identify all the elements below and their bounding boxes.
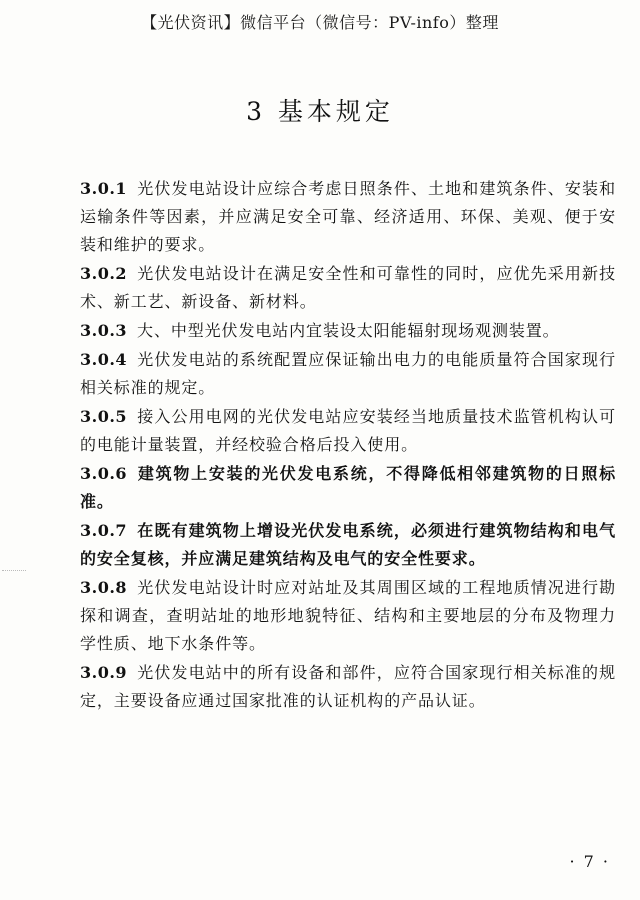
clause-text: 光伏发电站设计应综合考虑日照条件、土地和建筑条件、安装和运输条件等因素，并应满足安全可靠、经济适用、环保、美观、便于安装和维护的要求。 bbox=[80, 179, 616, 254]
clause-3-0-7 bbox=[80, 517, 616, 573]
clause-3-0-1 bbox=[80, 175, 616, 259]
clause-number: 3.0.8 bbox=[80, 578, 128, 597]
clause-number: 3.0.3 bbox=[80, 321, 128, 340]
source-note: 【光伏资讯】微信平台（微信号：PV-info）整理 bbox=[141, 13, 499, 32]
clause-list bbox=[80, 175, 616, 716]
page-number: · 7 · bbox=[569, 852, 610, 871]
clause-number: 3.0.5 bbox=[80, 407, 128, 426]
clause-number: 3.0.1 bbox=[80, 179, 128, 198]
clause-text: 光伏发电站设计时应对站址及其周围区域的工程地质情况进行勘探和调查，查明站址的地形地貌特征、结构和主要地层的分布及物理力学性质、地下水条件等。 bbox=[80, 578, 616, 653]
clause-text: 建筑物上安装的光伏发电系统，不得降低相邻建筑物的日照标准。 bbox=[80, 464, 616, 511]
clause-3-0-5 bbox=[80, 403, 616, 459]
clause-number: 3.0.4 bbox=[80, 350, 128, 369]
clause-number: 3.0.9 bbox=[80, 663, 128, 682]
scan-edge-mark bbox=[2, 570, 26, 573]
clause-3-0-9 bbox=[80, 659, 616, 715]
clause-text: 光伏发电站的系统配置应保证输出电力的电能质量符合国家现行相关标准的规定。 bbox=[80, 350, 616, 397]
clause-text: 接入公用电网的光伏发电站应安装经当地质量技术监管机构认可的电能计量装置，并经校验合格后投入使用。 bbox=[80, 407, 616, 454]
clause-text: 在既有建筑物上增设光伏发电系统，必须进行建筑物结构和电气的安全复核，并应满足建筑结构及电气的安全性要求。 bbox=[80, 521, 616, 568]
clause-3-0-8 bbox=[80, 574, 616, 658]
clause-3-0-3 bbox=[80, 317, 616, 345]
clause-number: 3.0.6 bbox=[80, 464, 128, 483]
clause-number: 3.0.2 bbox=[80, 264, 128, 283]
clause-3-0-6 bbox=[80, 460, 616, 516]
clause-text: 大、中型光伏发电站内宜装设太阳能辐射现场观测装置。 bbox=[137, 321, 560, 340]
clause-3-0-2 bbox=[80, 260, 616, 316]
clause-text: 光伏发电站中的所有设备和部件，应符合国家现行相关标准的规定，主要设备应通过国家批准的认证机构的产品认证。 bbox=[80, 663, 616, 710]
clause-3-0-4 bbox=[80, 346, 616, 402]
clause-text: 光伏发电站设计在满足安全性和可靠性的同时，应优先采用新技术、新工艺、新设备、新材料。 bbox=[80, 264, 616, 311]
chapter-title: 3 基本规定 bbox=[246, 97, 394, 126]
clause-number: 3.0.7 bbox=[80, 521, 128, 540]
